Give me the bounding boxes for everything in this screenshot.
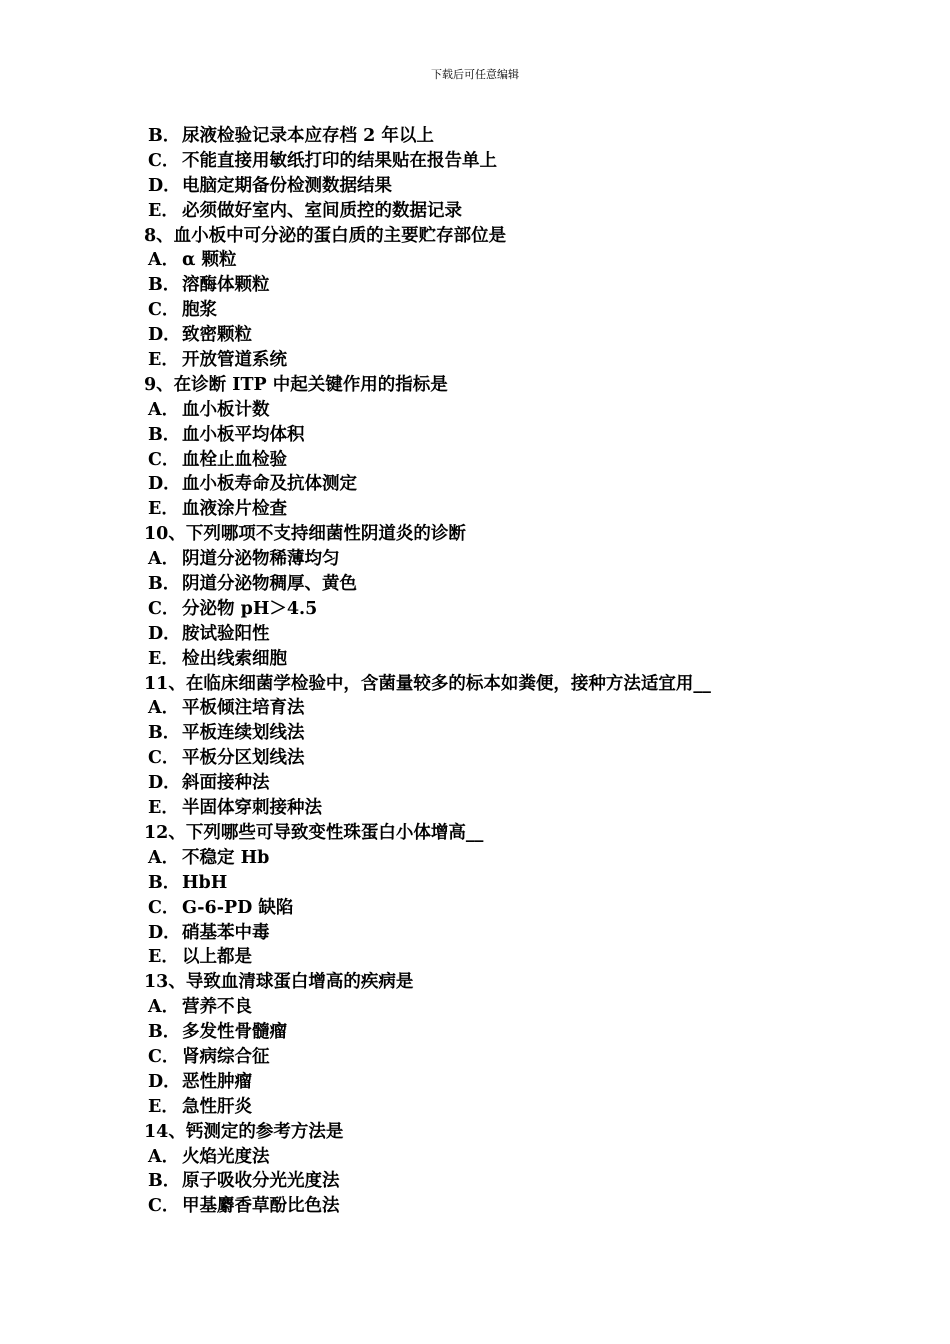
answer-option [0,1145,950,1170]
option-text: 阴道分泌物稠厚、黄色 [182,574,357,595]
option-label: C． [148,150,180,171]
answer-option [0,497,950,522]
answer-option [0,149,950,174]
answer-option [0,348,950,373]
answer-option [0,846,950,871]
option-text: 阴道分泌物稀薄均匀 [182,549,340,570]
option-text: 硝基苯中毒 [182,922,270,943]
question-text: 13、导致血清球蛋白增高的疾病是 [144,972,414,993]
option-text: 火焰光度法 [182,1146,270,1167]
option-text: 平板分区划线法 [182,748,305,769]
answer-option [0,696,950,721]
option-label: A． [148,250,180,271]
option-label: E． [148,947,179,968]
option-label: B． [148,723,181,744]
option-text: 以上都是 [182,947,252,968]
option-label: E． [148,1096,179,1117]
option-text: 尿液检验记录本应存档 2 年以上 [182,126,434,146]
option-label: D． [148,1071,181,1092]
question-text: 9、在诊断 ITP 中起关键作用的指标是 [144,374,448,395]
answer-option [0,1194,950,1219]
option-label: B． [148,424,181,445]
answer-option [0,298,950,323]
option-text: 血小板计数 [182,399,270,420]
option-text: 必须做好室内、室间质控的数据记录 [182,200,462,221]
option-label: B． [148,1171,181,1192]
option-text: 血小板平均体积 [182,424,305,445]
answer-option [0,273,950,298]
option-label: D． [148,474,181,495]
option-label: D． [148,325,181,346]
answer-option [0,921,950,946]
option-text: 电脑定期备份检测数据结果 [182,175,392,196]
option-label: E． [148,200,179,221]
option-label: C． [148,449,180,470]
page-header: 下载后可任意编辑 [431,68,519,81]
option-text: 开放管道系统 [182,350,287,371]
option-label: C． [148,748,180,769]
answer-option [0,896,950,921]
option-label: B． [148,1022,181,1043]
question-text: 14、钙测定的参考方法是 [144,1121,344,1142]
answer-option [0,597,950,622]
option-label: C． [148,1196,180,1217]
answer-option [0,547,950,572]
option-label: B． [148,574,181,595]
option-text: 致密颗粒 [182,325,252,346]
option-label: B． [148,275,181,296]
option-text: HbH [182,872,228,893]
option-label: B． [148,126,181,146]
option-text: 不能直接用敏纸打印的结果贴在报告单上 [182,150,497,171]
option-label: C． [148,1046,180,1067]
question-text: 11、在临床细菌学检验中，含菌量较多的标本如粪便，接种方法适宜用__ [144,673,711,694]
option-label: E． [148,499,179,520]
option-text: 胺试验阳性 [182,623,270,644]
answer-option [0,796,950,821]
option-label: A． [148,997,180,1018]
answer-option [0,995,950,1020]
option-label: A． [148,698,180,719]
option-label: E． [148,648,179,669]
option-text: 半固体穿刺接种法 [182,798,322,819]
option-text: 恶性肿瘤 [182,1071,252,1092]
answer-option [0,1095,950,1120]
answer-option [0,398,950,423]
answer-option [0,1169,950,1194]
option-text: 平板倾注培育法 [182,698,305,719]
option-label: A． [148,549,180,570]
option-text: 不稳定 Hb [182,847,270,868]
option-label: D． [148,623,181,644]
option-label: D． [148,773,181,794]
option-label: C． [148,897,180,918]
question-text: 8、血小板中可分泌的蛋白质的主要贮存部位是 [144,225,507,246]
answer-option [0,124,950,149]
option-label: A． [148,1146,180,1167]
option-text: 肾病综合征 [182,1046,270,1067]
option-text: G-6-PD 缺陷 [182,897,294,918]
option-text: 原子吸收分光光度法 [182,1171,340,1192]
option-label: B． [148,872,181,893]
answer-option [0,746,950,771]
option-label: C． [148,598,180,619]
answer-option [0,647,950,672]
option-label: A． [148,847,180,868]
answer-option [0,945,950,970]
document-body [0,124,950,1219]
option-text: 多发性骨髓瘤 [182,1022,287,1043]
answer-option [0,248,950,273]
answer-option [0,1070,950,1095]
option-text: 检出线索细胞 [182,648,287,669]
option-label: C． [148,300,180,321]
option-label: A． [148,399,180,420]
answer-option [0,572,950,597]
answer-option [0,771,950,796]
option-text: 甲基麝香草酚比色法 [182,1196,340,1217]
answer-option [0,871,950,896]
answer-option [0,721,950,746]
option-label: E． [148,798,179,819]
question-text: 12、下列哪些可导致变性珠蛋白小体增高__ [144,822,484,843]
answer-option [0,199,950,224]
option-text: 血栓止血检验 [182,449,287,470]
option-text: 胞浆 [182,300,217,321]
option-label: D． [148,175,181,196]
answer-option [0,622,950,647]
option-label: E． [148,350,179,371]
answer-option [0,472,950,497]
question-text: 10、下列哪项不支持细菌性阴道炎的诊断 [144,524,466,545]
option-text: α 颗粒 [182,250,237,271]
option-text: 溶酶体颗粒 [182,275,270,296]
option-text: 斜面接种法 [182,773,270,794]
answer-option [0,1020,950,1045]
option-text: 急性肝炎 [182,1096,252,1117]
option-text: 血液涂片检查 [182,499,287,520]
answer-option [0,1045,950,1070]
answer-option [0,174,950,199]
answer-option [0,448,950,473]
answer-option [0,423,950,448]
answer-option [0,323,950,348]
option-text: 分泌物 pH＞4.5 [182,598,318,619]
option-text: 营养不良 [182,997,252,1018]
option-label: D． [148,922,181,943]
option-text: 血小板寿命及抗体测定 [182,474,357,495]
option-text: 平板连续划线法 [182,723,305,744]
